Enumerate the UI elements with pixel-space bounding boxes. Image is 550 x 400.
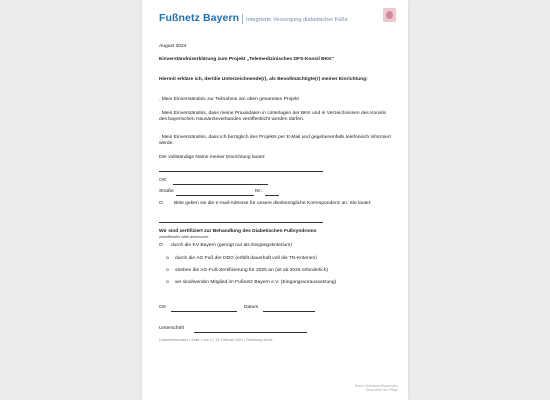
document-date: August 2024: [159, 44, 187, 49]
email-request: Bitte geben sie die e-mail-Adresse für unsere diesbezügliche Korrespondenz an. Sie lautet:: [174, 201, 372, 206]
certified-hint: zutreffendes bitte ankreuzen:: [159, 234, 210, 239]
strasse-line[interactable]: [176, 195, 254, 196]
consent-item: . Mein Einverständnis zur Teilnahme am oben genannten Projekt: [159, 97, 299, 102]
ort-line[interactable]: [173, 184, 268, 185]
consent-item: . Mein Einverständnis, dass ich bezüglich des Projekts per E-Mail und gegebenenfalls telefonisch informiert werde.: [159, 135, 391, 146]
funding-note-line: Gesundheit und Pflege: [365, 388, 398, 392]
header-divider: [242, 14, 243, 24]
brand-tagline: Integrierte Versorgung diabetischer Füße: [246, 17, 348, 23]
option-checkbox[interactable]: o: [166, 280, 169, 285]
ort-label: Ort:: [159, 178, 168, 183]
fullname-line[interactable]: [159, 171, 323, 172]
nr-line[interactable]: [265, 195, 279, 196]
sign-datum-label: Datum: [244, 305, 259, 310]
fullname-label: Der vollständige Name meiner Einrichtung lautet:: [159, 155, 266, 160]
intro-statement: Hiermit erkläre ich, der/die Unterzeichnende(r), als Bevollmächtigte(r) meiner Einrichtung:: [159, 77, 368, 82]
funding-note: [355, 384, 398, 392]
letterhead: [159, 12, 348, 26]
document-title: Einverständniserklärung zum Projekt „Telemedizinisches DFS-Konsil BKK“: [159, 57, 335, 62]
strasse-label: Straße: [159, 189, 174, 194]
document-page: [142, 0, 408, 400]
brand-name: Fußnetz Bayern: [159, 12, 240, 24]
kv-option: durch die KV Bayern (genügt nur als Eingangskriterium): [171, 243, 292, 248]
nr-label: Nr.:: [255, 189, 263, 194]
certified-heading: Wir sind zertifiziert zur Behandlung des Diabetischen Fußsyndroms: [159, 229, 317, 234]
option-label: durch die AG Fuß der DDG (erfüllt dauerhaft voll die TN-Kriterien): [175, 256, 317, 261]
option-checkbox[interactable]: o: [166, 256, 169, 261]
option-checkbox[interactable]: o: [166, 268, 169, 273]
consent-text: Mein Einverständnis, dass meine Praxisdaten in Unterlagen der BKK und in Verzeichnissen des Konsils des bayerischen Hausärzteverbandes veröffentlicht werden dürfen.: [159, 111, 386, 122]
sign-datum-line[interactable]: [263, 311, 315, 312]
option-label: wir sind/werden Mitglied im Fußnetz Bayern e.V. (Eingangsvoraussetzung): [175, 280, 337, 285]
email-checkbox[interactable]: O: [159, 201, 163, 206]
kv-checkbox[interactable]: O: [159, 243, 163, 248]
sign-ort-line[interactable]: [171, 311, 237, 312]
consent-text: Mein Einverständnis, dass ich bezüglich des Projekts per E-Mail und gegebenenfalls telefonisch informiert werde.: [159, 135, 391, 146]
signature-line[interactable]: [194, 332, 307, 333]
option-label: streben die AG-Fuß-Zertifizierung für 2025 an (ist ab 2025 erforderlich): [175, 268, 329, 273]
signature-label: Unterschrift: [159, 326, 185, 331]
coat-of-arms-icon: [383, 8, 396, 22]
document-footer: Dokumentenname | Seite 1 von 2 | 13. Februar 2024 | Förderung durch:: [159, 338, 274, 342]
email-line[interactable]: [159, 222, 323, 223]
funding-note-line: Bezirk Oberbayern/Bayerische: [354, 384, 398, 388]
consent-item: . Mein Einverständnis, dass meine Praxisdaten in Unterlagen der BKK und in Verzeichnissen des Konsils des bayerischen Hausärzteverbandes veröffentlicht werden dürfen.: [159, 111, 386, 122]
consent-text: Mein Einverständnis zur Teilnahme am oben genannten Projekt: [161, 97, 299, 102]
sign-ort-label: Ort: [159, 305, 166, 310]
